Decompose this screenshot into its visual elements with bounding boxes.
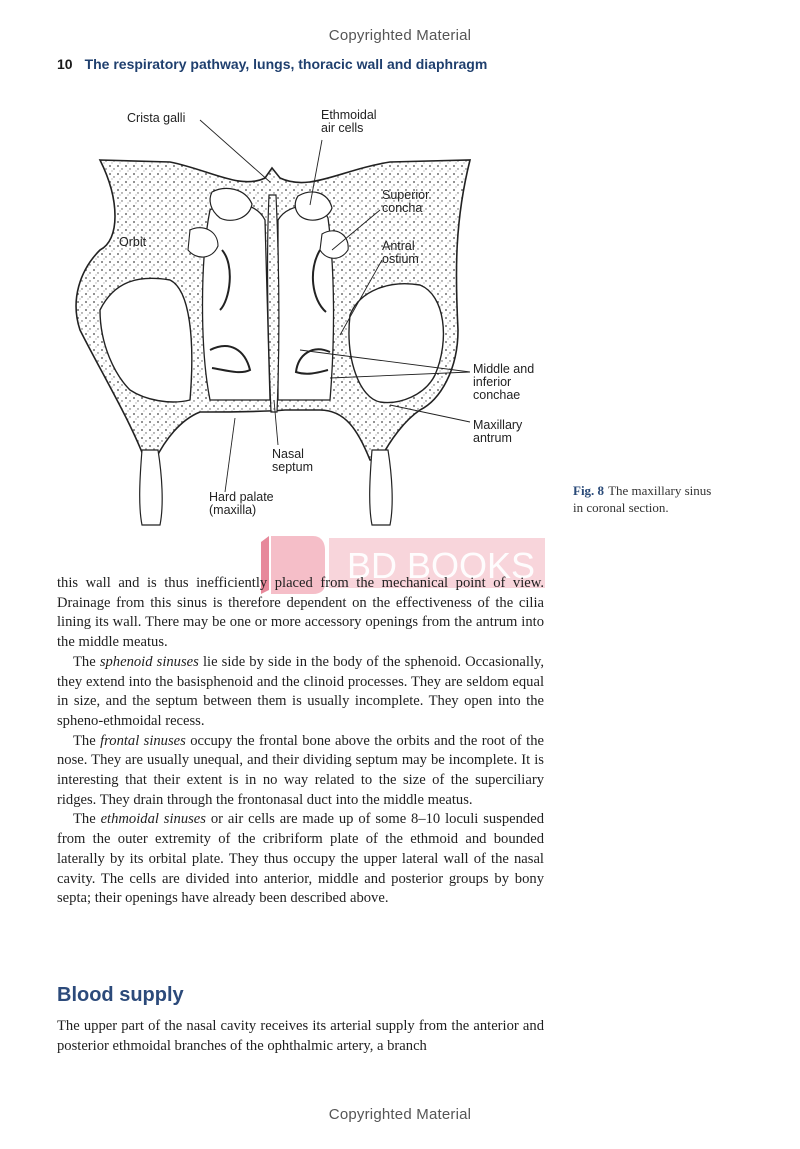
body-text-section bbox=[57, 1017, 544, 1056]
leader-hard-palate bbox=[225, 418, 235, 492]
right-maxillary-antrum bbox=[349, 284, 443, 403]
maxillary-sinus-figure bbox=[60, 100, 560, 540]
label-nasal-septum: Nasal septum bbox=[272, 447, 313, 474]
coronal-section-drawing bbox=[60, 100, 560, 540]
running-head bbox=[57, 56, 487, 72]
paragraph-3: The frontal sinuses occupy the frontal bone above the orbits and the root of the nose. They are usually unequal, and their dividing septum may be incomplete. It is interesting that their extent is in no way related to the size of the superciliary ridges. They drain through the frontonasal duct into the middle meatus. bbox=[57, 732, 544, 808]
figure-caption-text: The maxillary sinus in coronal section. bbox=[573, 483, 712, 515]
section-paragraph-1: The upper part of the nasal cavity receives its arterial supply from the anterior and posterior ethmoidal branches of the ophthalmic artery, a branch bbox=[57, 1018, 544, 1054]
body-text-main bbox=[57, 574, 544, 909]
logo-text: BD BOOKS bbox=[347, 545, 536, 586]
label-antral-ostium: Antral ostium bbox=[382, 239, 419, 266]
figure-number: Fig. 8 bbox=[573, 483, 605, 498]
label-maxillary-antrum: Maxillary antrum bbox=[473, 418, 523, 445]
leader-crista-galli bbox=[200, 120, 270, 182]
copyright-watermark-top: Copyrighted Material bbox=[328, 27, 472, 44]
copyright-watermark-bottom: Copyrighted Material bbox=[328, 1106, 472, 1123]
term-sphenoid: sphenoid sinuses bbox=[99, 653, 199, 670]
label-middle-inferior-conchae: Middle and inferior conchae bbox=[473, 362, 535, 402]
figure-caption bbox=[573, 483, 713, 516]
label-superior-concha: Superior concha bbox=[382, 188, 430, 215]
nasal-septum-bone bbox=[268, 195, 279, 412]
paragraph-4: The ethmoidal sinuses or air cells are made up of some 8–10 loculi suspended from the outer extremity of the cribriform plate of the ethmoid and bounded laterally by its orbital plate. They thus occupy the upper lateral wall of the nasal cavity. The cells are divided into anterior, middle and posterior groups by bony septa; their openings have already been described above. bbox=[57, 811, 544, 907]
chapter-title: The respiratory pathway, lungs, thoracic wall and diaphragm bbox=[84, 56, 488, 72]
ethmoid-cell-right2 bbox=[320, 231, 348, 258]
page-number: 10 bbox=[57, 56, 73, 72]
label-ethmoidal-air-cells: Ethmoidal air cells bbox=[321, 108, 377, 135]
label-orbit: Orbit bbox=[119, 235, 147, 249]
paragraph-1: this wall and is thus inefficiently placed from the mechanical point of view. Drainage from this sinus is therefore dependent on the effectiveness of the cilia lining its wall. There may be one or more accessory openings from the antrum into the middle meatus. bbox=[57, 575, 544, 651]
term-frontal: frontal sinuses bbox=[100, 732, 186, 749]
label-hard-palate: Hard palate (maxilla) bbox=[209, 490, 274, 517]
term-ethmoidal: ethmoidal sinuses bbox=[100, 811, 206, 828]
paragraph-2: The sphenoid sinuses lie side by side in the body of the sphenoid. Occasionally, they extend into the basisphenoid and the clinoid processes. They are seldom equal in size, and the septum between them is usually incomplete. They open into the spheno-ethmoidal recess. bbox=[57, 653, 545, 729]
left-tooth bbox=[140, 450, 162, 525]
label-crista-galli: Crista galli bbox=[127, 111, 186, 125]
right-tooth bbox=[370, 450, 392, 525]
section-heading: Blood supply bbox=[57, 984, 184, 1006]
